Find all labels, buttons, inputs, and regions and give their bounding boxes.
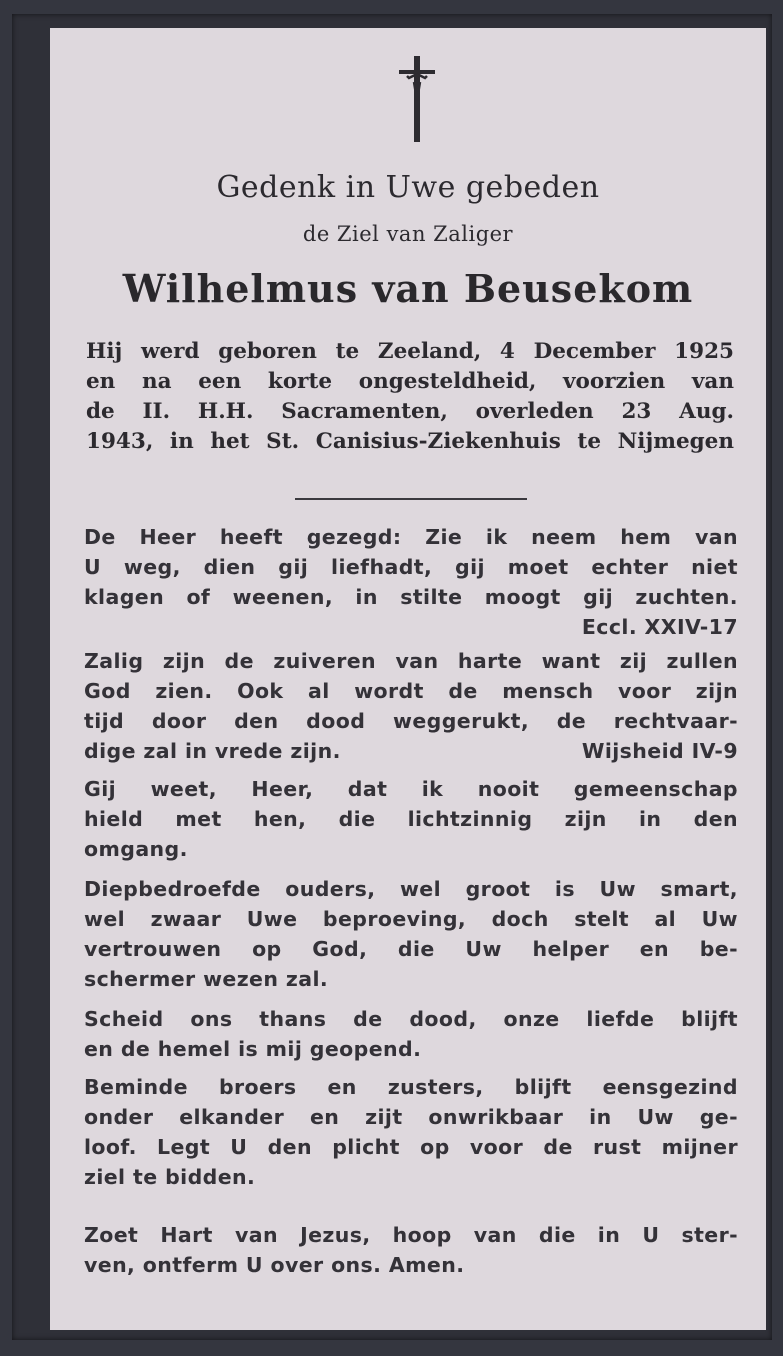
text-line: ven, ontferm U over ons. Amen.	[84, 1253, 465, 1277]
closing-prayer	[84, 1220, 738, 1280]
bio-line: en na een korte ongesteldheid, voorzien van	[86, 369, 734, 394]
text-line: loof. Legt U den plicht op voor de rust mijner	[84, 1135, 738, 1159]
bio-line: de II. H.H. Sacramenten, overleden 23 Aug.	[86, 399, 734, 424]
text-line: Diepbedroefde ouders, wel groot is Uw smart,	[84, 877, 738, 901]
text-line: Scheid ons thans de dood, onze liefde blijft	[84, 1007, 738, 1031]
divider	[295, 498, 527, 500]
text-line: Zoet Hart van Jezus, hoop van die in U ster-	[84, 1223, 738, 1247]
paragraph-5	[84, 1004, 738, 1064]
text-line: hield met hen, die lichtzinnig zijn in den	[84, 807, 738, 831]
text-line: Zalig zijn de zuiveren van harte want zij zullen	[84, 649, 738, 673]
text-fragment: dige zal in vrede zijn.	[84, 739, 341, 763]
bio-line: 1943, in het St. Canisius-Ziekenhuis te Nijmegen	[86, 429, 734, 454]
text-line	[84, 736, 738, 766]
text-line: onder elkander en zijt onwrikbaar in Uw ge-	[84, 1105, 738, 1129]
verse-eccl	[84, 522, 738, 642]
text-line: Beminde broers en zusters, blijft eensgezind	[84, 1075, 738, 1099]
text-line: schermer wezen zal.	[84, 967, 329, 991]
bio-line: Hij werd geboren te Zeeland, 4 December 1925	[86, 339, 734, 364]
crucifix-icon	[393, 56, 441, 144]
verse-reference: Wijsheid IV-9	[581, 739, 738, 763]
prayer-heading: Gedenk in Uwe gebeden	[216, 170, 600, 205]
memorial-card	[50, 28, 766, 1330]
text-line: Gij weet, Heer, dat ik nooit gemeenschap	[84, 777, 738, 801]
text-line: De Heer heeft gezegd: Zie ik neem hem van	[84, 525, 738, 549]
verse-wijsheid	[84, 646, 738, 766]
biography	[86, 336, 734, 456]
text-line: U weg, dien gij liefhadt, gij moet echter niet	[84, 555, 738, 579]
text-line: wel zwaar Uwe beproeving, doch stelt al Uw	[84, 907, 738, 931]
text-line: God zien. Ook al wordt de mensch voor zijn	[84, 679, 738, 703]
paragraph-6	[84, 1072, 738, 1192]
prayer-subheading: de Ziel van Zaliger	[302, 222, 514, 246]
text-line: ziel te bidden.	[84, 1165, 256, 1189]
card-border	[12, 14, 772, 1340]
text-line: vertrouwen op God, die Uw helper en be-	[84, 937, 738, 961]
paragraph-3	[84, 774, 738, 864]
paragraph-4	[84, 874, 738, 994]
deceased-name: Wilhelmus van Beusekom	[122, 266, 694, 311]
text-line: omgang.	[84, 837, 188, 861]
verse-reference: Eccl. XXIV-17	[581, 615, 738, 639]
text-line: en de hemel is mij geopend.	[84, 1037, 422, 1061]
text-line: klagen of weenen, in stilte moogt gij zuchten.	[84, 585, 738, 609]
text-line: tijd door den dood weggerukt, de rechtvaar-	[84, 709, 738, 733]
